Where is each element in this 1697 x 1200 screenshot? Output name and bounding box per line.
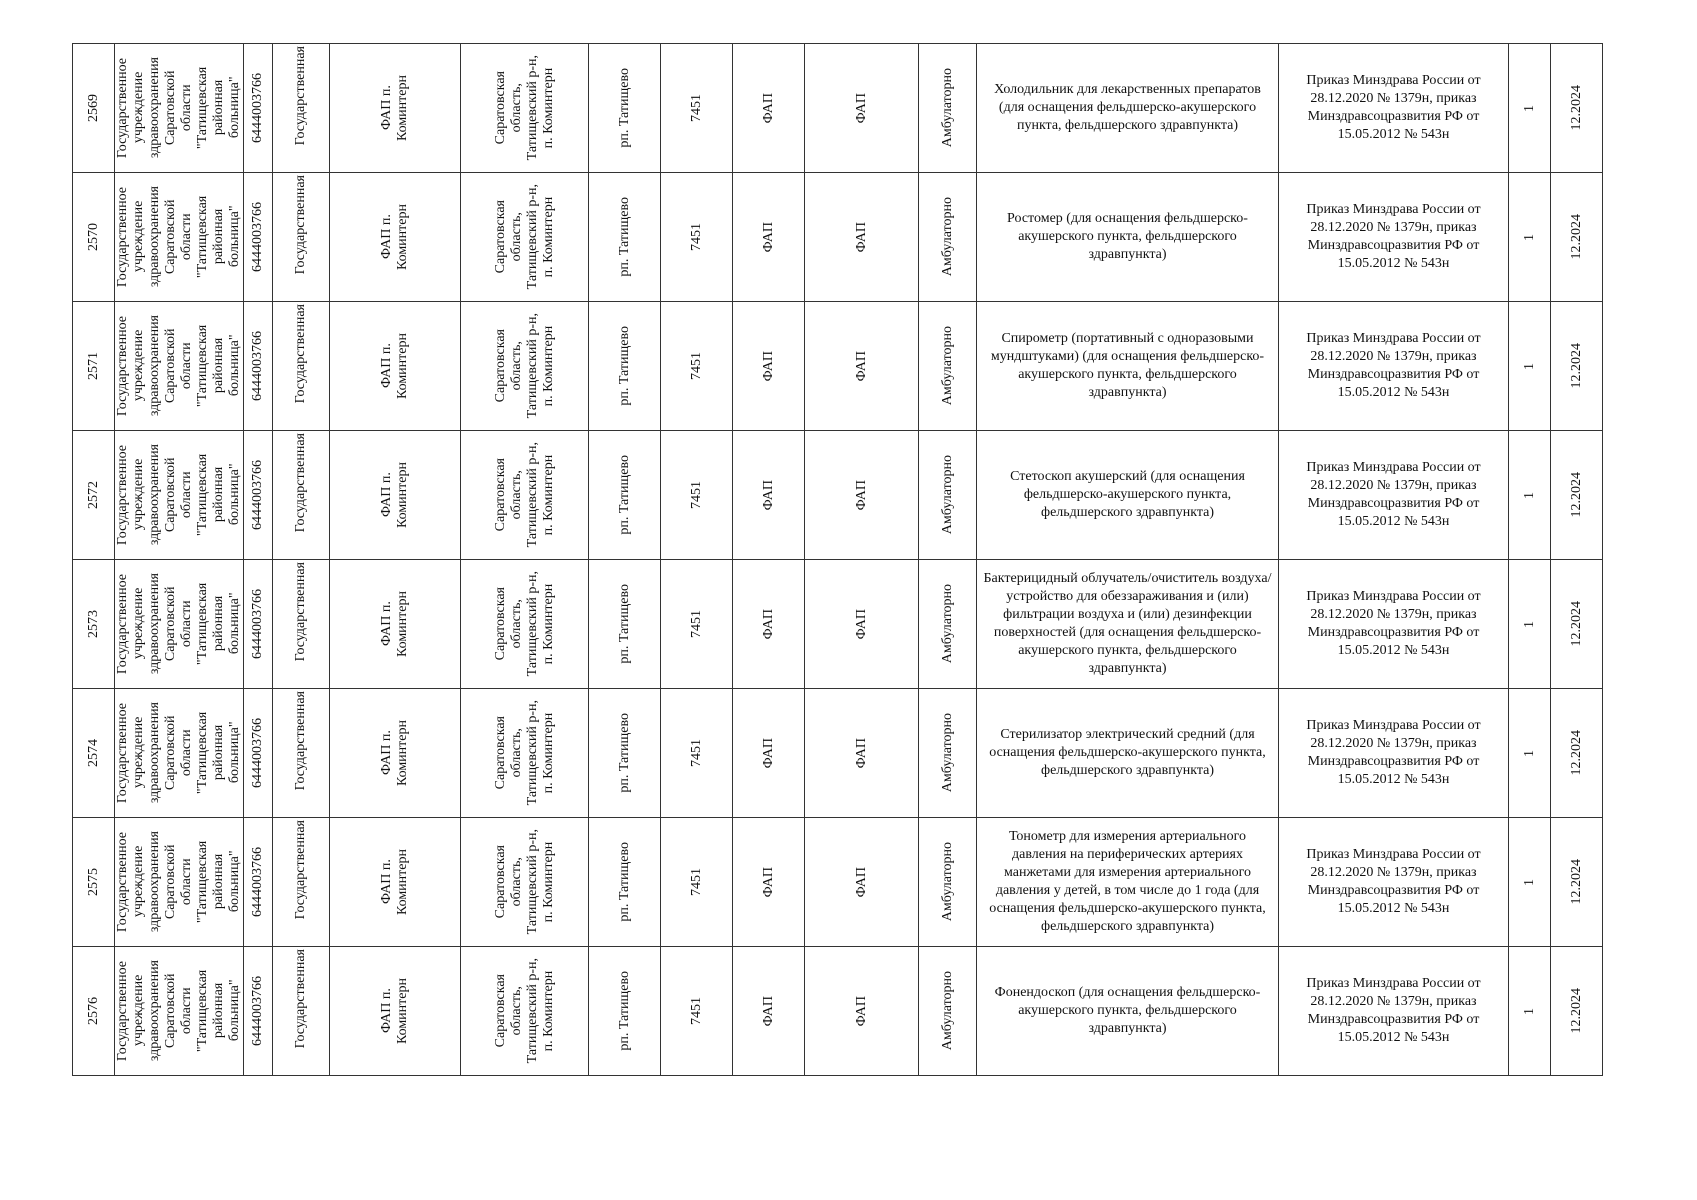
facility-cell-text: ФАП п. Коминтерн (379, 719, 410, 787)
address-cell-text: Саратовская область, Татищевский р-н, п. Коминтерн (492, 55, 556, 161)
equipment-cell (977, 818, 1279, 947)
organization-cell-text: Государственное учреждение здравоохранения Саратовской области "Татищевская районная больница" (115, 57, 242, 159)
type-cell (733, 818, 805, 947)
district-cell-text: рп. Татищево (616, 68, 632, 148)
care-form-cell-text: Амбулаторно (939, 971, 955, 1051)
row-number-cell-text: 2570 (85, 223, 101, 251)
inn-cell (244, 560, 273, 689)
table-row (73, 818, 1603, 947)
care-form-cell-text: Амбулаторно (939, 326, 955, 406)
order-cell (1279, 302, 1509, 431)
quantity-cell (1509, 947, 1551, 1076)
date-cell (1551, 431, 1603, 560)
quantity-cell (1509, 818, 1551, 947)
district-cell (589, 689, 661, 818)
inn-cell (244, 818, 273, 947)
district-cell-text: рп. Татищево (616, 713, 632, 793)
inn-cell-text: 6444003766 (250, 460, 265, 530)
facility-cell-text: ФАП п. Коминтерн (379, 590, 410, 658)
district-cell (589, 173, 661, 302)
facility-cell-text: ФАП п. Коминтерн (379, 332, 410, 400)
inn-cell (244, 302, 273, 431)
address-cell-text: Саратовская область, Татищевский р-н, п. Коминтерн (492, 184, 556, 290)
inn-cell (244, 431, 273, 560)
code-cell-text: 7451 (688, 481, 704, 509)
subtype-cell-text: ФАП (853, 221, 869, 253)
subtype-cell (805, 689, 919, 818)
district-cell (589, 560, 661, 689)
row-number-cell (73, 173, 115, 302)
row-number-cell (73, 947, 115, 1076)
equipment-cell (977, 173, 1279, 302)
code-cell (661, 689, 733, 818)
ownership-cell (273, 947, 330, 1076)
inn-cell (244, 947, 273, 1076)
row-number-cell-text: 2572 (85, 481, 101, 509)
code-cell-text: 7451 (688, 94, 704, 122)
quantity-cell-text: 1 (1521, 1007, 1537, 1015)
organization-cell (115, 173, 244, 302)
type-cell-text: ФАП (760, 995, 776, 1027)
row-number-cell-text: 2576 (85, 997, 101, 1025)
order-cell-text: Приказ Минздрава России от 28.12.2020 № 1379н, приказ Минздравсоцразвития РФ от 15.05.2012 № 543н (1306, 718, 1481, 787)
order-cell-text: Приказ Минздрава России от 28.12.2020 № 1379н, приказ Минздравсоцразвития РФ от 15.05.2012 № 543н (1306, 976, 1481, 1045)
ownership-cell-text: Государственная (293, 562, 308, 662)
quantity-cell (1509, 560, 1551, 689)
inn-cell-text: 6444003766 (250, 976, 265, 1046)
subtype-cell (805, 44, 919, 173)
date-cell-text: 12.2024 (1568, 472, 1584, 518)
code-cell (661, 44, 733, 173)
district-cell (589, 44, 661, 173)
code-cell (661, 947, 733, 1076)
code-cell (661, 560, 733, 689)
facility-cell (330, 431, 461, 560)
organization-cell (115, 431, 244, 560)
date-cell-text: 12.2024 (1568, 601, 1584, 647)
facility-cell-text: ФАП п. Коминтерн (379, 203, 410, 271)
ownership-cell (273, 173, 330, 302)
ownership-cell-text: Государственная (293, 949, 308, 1049)
district-cell (589, 947, 661, 1076)
date-cell-text: 12.2024 (1568, 214, 1584, 260)
date-cell (1551, 44, 1603, 173)
type-cell (733, 173, 805, 302)
district-cell-text: рп. Татищево (616, 842, 632, 922)
ownership-cell-text: Государственная (293, 691, 308, 791)
ownership-cell (273, 431, 330, 560)
equipment-cell (977, 431, 1279, 560)
date-cell (1551, 818, 1603, 947)
quantity-cell-text: 1 (1521, 491, 1537, 499)
care-form-cell (919, 818, 977, 947)
facility-cell-text: ФАП п. Коминтерн (379, 848, 410, 916)
type-cell (733, 689, 805, 818)
equipment-cell-text: Фонендоскоп (для оснащения фельдшерско-акушерского пункта, фельдшерского здравпункта) (994, 985, 1261, 1036)
code-cell (661, 302, 733, 431)
district-cell (589, 818, 661, 947)
care-form-cell-text: Амбулаторно (939, 713, 955, 793)
equipment-table (72, 43, 1603, 1076)
inn-cell-text: 6444003766 (250, 73, 265, 143)
date-cell-text: 12.2024 (1568, 85, 1584, 131)
ownership-cell (273, 560, 330, 689)
district-cell-text: рп. Татищево (616, 971, 632, 1051)
table-row (73, 173, 1603, 302)
address-cell (461, 818, 589, 947)
inn-cell-text: 6444003766 (250, 202, 265, 272)
subtype-cell (805, 302, 919, 431)
quantity-cell-text: 1 (1521, 362, 1537, 370)
district-cell-text: рп. Татищево (616, 197, 632, 277)
subtype-cell (805, 818, 919, 947)
organization-cell-text: Государственное учреждение здравоохранения Саратовской области "Татищевская районная больница" (115, 315, 242, 417)
type-cell-text: ФАП (760, 221, 776, 253)
type-cell (733, 947, 805, 1076)
type-cell (733, 560, 805, 689)
table-row (73, 560, 1603, 689)
equipment-cell-text: Стетоскоп акушерский (для оснащения фельдшерско-акушерского пункта, фельдшерского здравпункта) (1010, 469, 1245, 520)
inn-cell (244, 689, 273, 818)
organization-cell-text: Государственное учреждение здравоохранения Саратовской области "Татищевская районная больница" (115, 702, 242, 804)
row-number-cell (73, 44, 115, 173)
district-cell-text: рп. Татищево (616, 584, 632, 664)
address-cell (461, 947, 589, 1076)
subtype-cell-text: ФАП (853, 479, 869, 511)
order-cell-text: Приказ Минздрава России от 28.12.2020 № 1379н, приказ Минздравсоцразвития РФ от 15.05.2012 № 543н (1306, 73, 1481, 142)
ownership-cell-text: Государственная (293, 820, 308, 920)
address-cell-text: Саратовская область, Татищевский р-н, п. Коминтерн (492, 829, 556, 935)
date-cell (1551, 302, 1603, 431)
care-form-cell-text: Амбулаторно (939, 68, 955, 148)
code-cell-text: 7451 (688, 352, 704, 380)
organization-cell (115, 689, 244, 818)
care-form-cell (919, 431, 977, 560)
row-number-cell-text: 2575 (85, 868, 101, 896)
equipment-cell-text: Спирометр (портативный с одноразовыми мундштуками) (для оснащения фельдшерско-акушерского пункта, фельдшерского здравпункта) (990, 331, 1265, 400)
code-cell-text: 7451 (688, 997, 704, 1025)
facility-cell (330, 44, 461, 173)
ownership-cell (273, 818, 330, 947)
type-cell-text: ФАП (760, 479, 776, 511)
equipment-cell-text: Ростомер (для оснащения фельдшерско-акушерского пункта, фельдшерского здравпункта) (1007, 211, 1248, 262)
district-cell-text: рп. Татищево (616, 455, 632, 535)
facility-cell (330, 818, 461, 947)
date-cell (1551, 173, 1603, 302)
care-form-cell-text: Амбулаторно (939, 197, 955, 277)
type-cell (733, 44, 805, 173)
care-form-cell-text: Амбулаторно (939, 584, 955, 664)
organization-cell-text: Государственное учреждение здравоохранения Саратовской области "Татищевская районная больница" (115, 186, 242, 288)
ownership-cell-text: Государственная (293, 433, 308, 533)
order-cell-text: Приказ Минздрава России от 28.12.2020 № 1379н, приказ Минздравсоцразвития РФ от 15.05.2012 № 543н (1306, 589, 1481, 658)
table-body (73, 44, 1603, 1076)
quantity-cell-text: 1 (1521, 878, 1537, 886)
organization-cell-text: Государственное учреждение здравоохранения Саратовской области "Татищевская районная больница" (115, 831, 242, 933)
address-cell-text: Саратовская область, Татищевский р-н, п. Коминтерн (492, 313, 556, 419)
equipment-cell (977, 44, 1279, 173)
care-form-cell (919, 947, 977, 1076)
order-cell-text: Приказ Минздрава России от 28.12.2020 № 1379н, приказ Минздравсоцразвития РФ от 15.05.2012 № 543н (1306, 331, 1481, 400)
type-cell-text: ФАП (760, 350, 776, 382)
table-row (73, 947, 1603, 1076)
code-cell (661, 173, 733, 302)
table-row (73, 44, 1603, 173)
code-cell-text: 7451 (688, 223, 704, 251)
code-cell (661, 431, 733, 560)
quantity-cell-text: 1 (1521, 749, 1537, 757)
type-cell-text: ФАП (760, 92, 776, 124)
date-cell-text: 12.2024 (1568, 730, 1584, 776)
order-cell (1279, 947, 1509, 1076)
address-cell (461, 431, 589, 560)
address-cell-text: Саратовская область, Татищевский р-н, п. Коминтерн (492, 958, 556, 1064)
quantity-cell-text: 1 (1521, 620, 1537, 628)
organization-cell (115, 44, 244, 173)
subtype-cell-text: ФАП (853, 866, 869, 898)
facility-cell (330, 173, 461, 302)
type-cell (733, 302, 805, 431)
order-cell (1279, 431, 1509, 560)
address-cell (461, 302, 589, 431)
code-cell-text: 7451 (688, 739, 704, 767)
organization-cell (115, 947, 244, 1076)
inn-cell (244, 173, 273, 302)
type-cell (733, 431, 805, 560)
subtype-cell (805, 431, 919, 560)
organization-cell (115, 560, 244, 689)
care-form-cell-text: Амбулаторно (939, 842, 955, 922)
care-form-cell (919, 173, 977, 302)
row-number-cell-text: 2574 (85, 739, 101, 767)
ownership-cell (273, 689, 330, 818)
inn-cell (244, 44, 273, 173)
table-row (73, 302, 1603, 431)
code-cell (661, 818, 733, 947)
district-cell (589, 302, 661, 431)
subtype-cell (805, 560, 919, 689)
equipment-cell (977, 560, 1279, 689)
care-form-cell (919, 44, 977, 173)
organization-cell (115, 302, 244, 431)
equipment-cell (977, 947, 1279, 1076)
inn-cell-text: 6444003766 (250, 589, 265, 659)
facility-cell (330, 302, 461, 431)
facility-cell (330, 689, 461, 818)
table-row (73, 689, 1603, 818)
date-cell (1551, 947, 1603, 1076)
care-form-cell (919, 560, 977, 689)
equipment-cell-text: Стерилизатор электрический средний (для оснащения фельдшерско-акушерского пункта, фельдшерского здравпункта) (989, 727, 1266, 778)
subtype-cell-text: ФАП (853, 995, 869, 1027)
ownership-cell-text: Государственная (293, 304, 308, 404)
facility-cell (330, 560, 461, 689)
order-cell (1279, 818, 1509, 947)
subtype-cell (805, 173, 919, 302)
equipment-cell-text: Холодильник для лекарственных препаратов (для оснащения фельдшерско-акушерского пункта, фельдшерского здравпункта) (994, 82, 1261, 133)
row-number-cell (73, 302, 115, 431)
row-number-cell (73, 818, 115, 947)
order-cell (1279, 560, 1509, 689)
quantity-cell (1509, 302, 1551, 431)
code-cell-text: 7451 (688, 868, 704, 896)
ownership-cell (273, 44, 330, 173)
row-number-cell (73, 431, 115, 560)
address-cell-text: Саратовская область, Татищевский р-н, п. Коминтерн (492, 700, 556, 806)
facility-cell-text: ФАП п. Коминтерн (379, 977, 410, 1045)
address-cell (461, 689, 589, 818)
subtype-cell-text: ФАП (853, 350, 869, 382)
district-cell (589, 431, 661, 560)
organization-cell-text: Государственное учреждение здравоохранения Саратовской области "Татищевская районная больница" (115, 960, 242, 1062)
quantity-cell (1509, 44, 1551, 173)
code-cell-text: 7451 (688, 610, 704, 638)
order-cell (1279, 44, 1509, 173)
quantity-cell (1509, 431, 1551, 560)
quantity-cell (1509, 173, 1551, 302)
subtype-cell-text: ФАП (853, 608, 869, 640)
type-cell-text: ФАП (760, 608, 776, 640)
order-cell-text: Приказ Минздрава России от 28.12.2020 № 1379н, приказ Минздравсоцразвития РФ от 15.05.2012 № 543н (1306, 202, 1481, 271)
date-cell (1551, 560, 1603, 689)
ownership-cell-text: Государственная (293, 175, 308, 275)
equipment-cell-text: Тонометр для измерения артериального давления на периферических артериях манжетами для измерения артериального давления у детей, в том числе до 1 года (для оснащения фельдшерско-акушерского пункта, фельдшерского здравпункта) (989, 829, 1266, 934)
order-cell-text: Приказ Минздрава России от 28.12.2020 № 1379н, приказ Минздравсоцразвития РФ от 15.05.2012 № 543н (1306, 460, 1481, 529)
date-cell (1551, 689, 1603, 818)
quantity-cell-text: 1 (1521, 233, 1537, 241)
quantity-cell (1509, 689, 1551, 818)
row-number-cell-text: 2571 (85, 352, 101, 380)
table-row (73, 431, 1603, 560)
subtype-cell-text: ФАП (853, 92, 869, 124)
ownership-cell (273, 302, 330, 431)
type-cell-text: ФАП (760, 737, 776, 769)
facility-cell-text: ФАП п. Коминтерн (379, 461, 410, 529)
type-cell-text: ФАП (760, 866, 776, 898)
address-cell (461, 173, 589, 302)
district-cell-text: рп. Татищево (616, 326, 632, 406)
subtype-cell-text: ФАП (853, 737, 869, 769)
row-number-cell (73, 689, 115, 818)
inn-cell-text: 6444003766 (250, 331, 265, 401)
date-cell-text: 12.2024 (1568, 343, 1584, 389)
address-cell-text: Саратовская область, Татищевский р-н, п. Коминтерн (492, 571, 556, 677)
facility-cell-text: ФАП п. Коминтерн (379, 74, 410, 142)
row-number-cell-text: 2573 (85, 610, 101, 638)
care-form-cell (919, 302, 977, 431)
equipment-cell (977, 302, 1279, 431)
subtype-cell (805, 947, 919, 1076)
facility-cell (330, 947, 461, 1076)
inn-cell-text: 6444003766 (250, 718, 265, 788)
row-number-cell-text: 2569 (85, 94, 101, 122)
date-cell-text: 12.2024 (1568, 988, 1584, 1034)
address-cell (461, 44, 589, 173)
order-cell (1279, 689, 1509, 818)
inn-cell-text: 6444003766 (250, 847, 265, 917)
quantity-cell-text: 1 (1521, 104, 1537, 112)
equipment-cell-text: Бактерицидный облучатель/очиститель воздуха/устройство для обеззараживания и (или) фильтрации воздуха и (или) дезинфекции поверхностей (для оснащения фельдшерско-акушерского пункта, фельдшерского здравпункта) (983, 571, 1272, 676)
care-form-cell-text: Амбулаторно (939, 455, 955, 535)
address-cell (461, 560, 589, 689)
date-cell-text: 12.2024 (1568, 859, 1584, 905)
address-cell-text: Саратовская область, Татищевский р-н, п. Коминтерн (492, 442, 556, 548)
care-form-cell (919, 689, 977, 818)
equipment-cell (977, 689, 1279, 818)
order-cell (1279, 173, 1509, 302)
organization-cell-text: Государственное учреждение здравоохранения Саратовской области "Татищевская районная больница" (115, 573, 242, 675)
row-number-cell (73, 560, 115, 689)
organization-cell (115, 818, 244, 947)
order-cell-text: Приказ Минздрава России от 28.12.2020 № 1379н, приказ Минздравсоцразвития РФ от 15.05.2012 № 543н (1306, 847, 1481, 916)
organization-cell-text: Государственное учреждение здравоохранения Саратовской области "Татищевская районная больница" (115, 444, 242, 546)
ownership-cell-text: Государственная (293, 46, 308, 146)
